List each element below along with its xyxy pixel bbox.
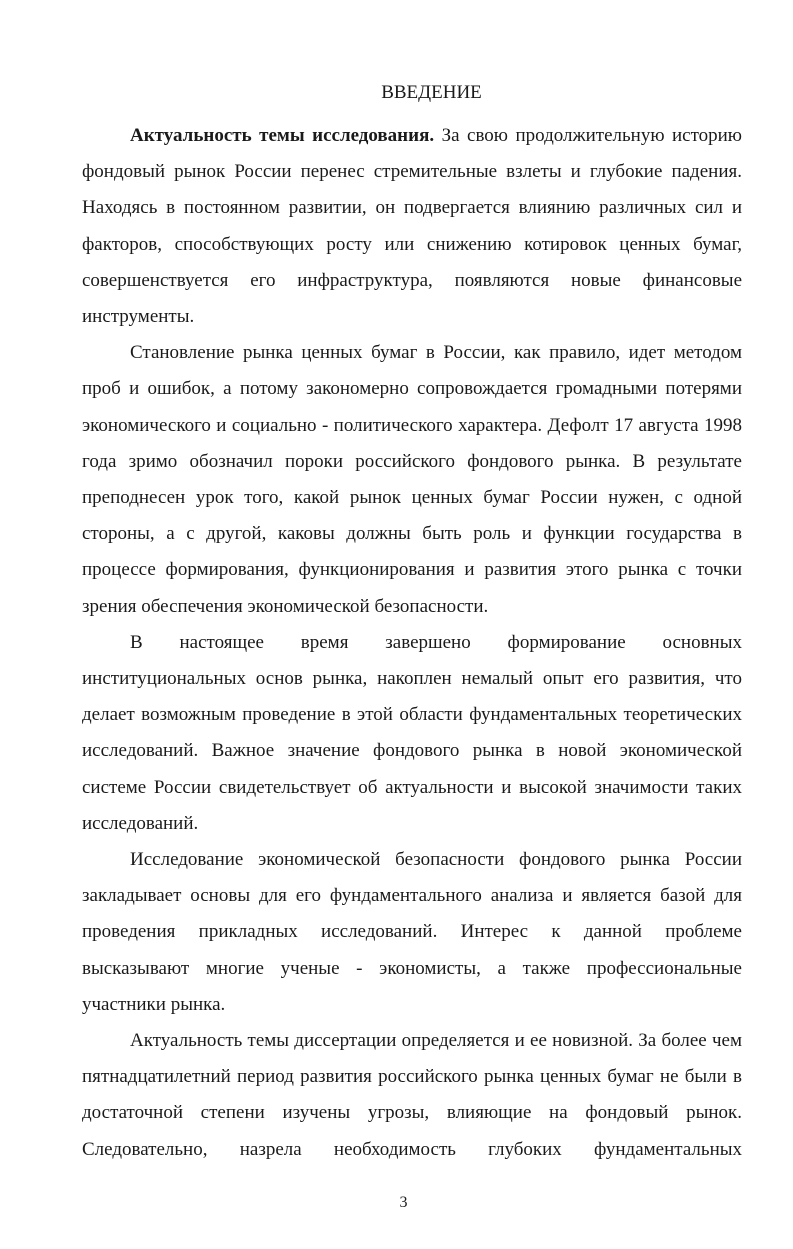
paragraph-text: За свою продолжительную историю фондовый рынок России перенес стремительные взлеты и глубокие падения. Находясь в постоянном развитии, он подвергается влиянию различных сил и факторов, способствующих росту или снижению котировок ценных бумаг, совершенствуется его инфраструктура, появляются новые финансовые инструменты. (82, 125, 743, 328)
paragraph-text: Становление рынка ценных бумаг в России, как правило, идет методом проб и ошибок, а потому закономерно сопровождается громадными потерями экономического и социально - политического характера. Дефолт 17 августа 1998 года зримо обозначил пороки российского фондового рынка. В результате преподнесен урок того, какой рынок ценных бумаг России нужен, с одной стороны, а с другой, каковы должны быть роль и функции государства в процессе формирования, функционирования и развития этого рынка с точки зрения обеспечения экономической безопасности. (82, 342, 742, 617)
paragraph-formation (82, 335, 742, 625)
page-title: ВВЕДЕНИЕ (381, 82, 482, 103)
paragraph-text: В настоящее время завершено формирование основных институциональных основ рынка, накоплен немалый опыт его развития, что делает возможным проведение в этой области фундаментальных теоретических исследований. Важное значение фондового рынка в новой экономической системе России свидетельствует об актуальности и высокой значимости таких исследований. (82, 631, 742, 834)
paragraph-research (82, 842, 742, 1023)
body-text (82, 118, 742, 1168)
paragraph-current-state (82, 625, 742, 842)
page-number: 3 (399, 1194, 408, 1211)
paragraph-lead: Актуальность темы исследования. (130, 125, 435, 146)
paragraph-novelty (82, 1023, 742, 1168)
paragraph-text: Актуальность темы диссертации определяется и ее новизной. За более чем пятнадцатилетний период развития российского рынка ценных бумаг не были в достаточной степени изучены угрозы, влияющие на фондовый рынок. Следовательно, назрела необходимость глубоких фундаментальных (82, 1030, 742, 1160)
paragraph-relevance (82, 118, 742, 335)
paragraph-text: Исследование экономической безопасности фондового рынка России закладывает основы для его фундаментального анализа и является базой для проведения прикладных исследований. Интерес к данной проблеме высказывают многие ученые - экономисты, а также профессиональные участники рынка. (82, 849, 742, 1015)
